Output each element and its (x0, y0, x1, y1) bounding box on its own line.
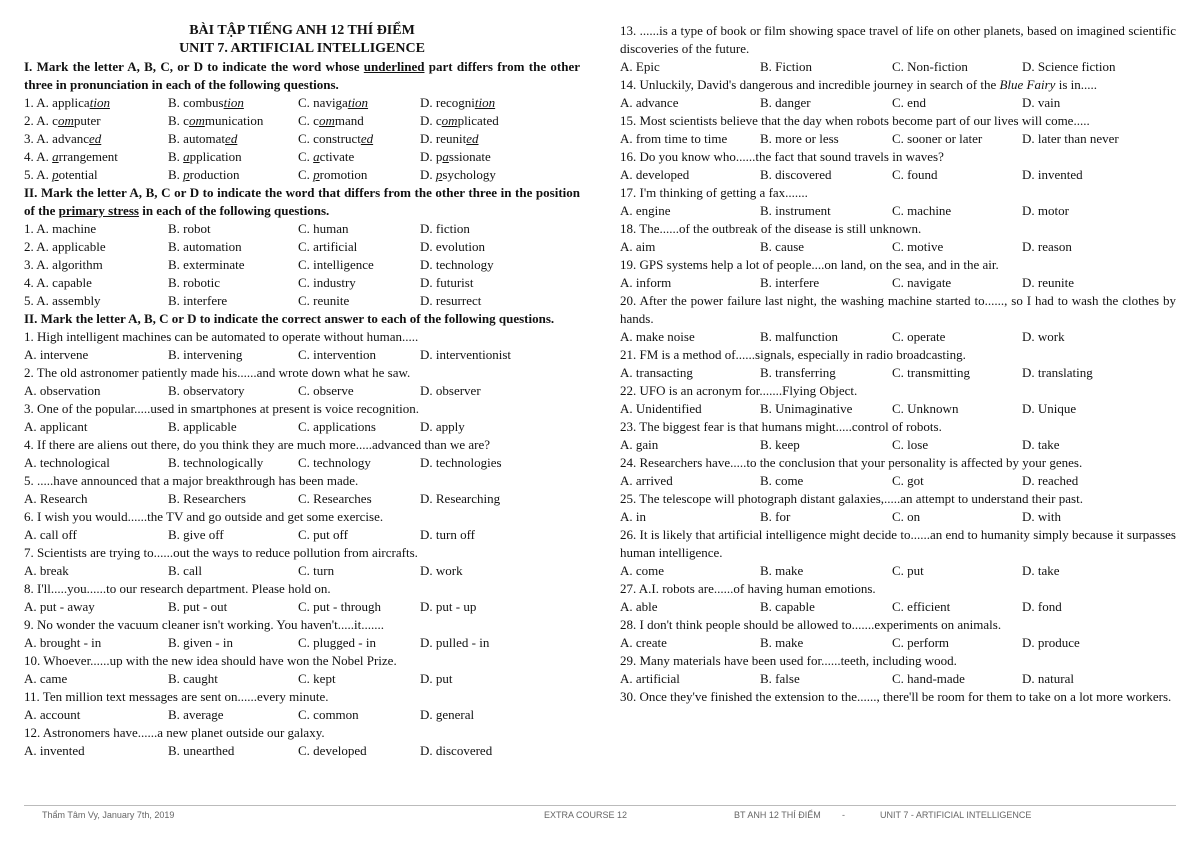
pronunciation-row (24, 148, 580, 166)
question-text: 28. I don't think people should be allowed to.......experiments on animals. (620, 617, 1002, 632)
stress-row (24, 292, 580, 310)
question-text: 1. High intelligent machines can be automated to operate without human..... (24, 329, 419, 344)
option: B. observatory (168, 383, 245, 398)
option: D. with (1022, 509, 1061, 524)
section-1-heading (24, 58, 580, 94)
footer-unit: UNIT 7 - ARTIFICIAL INTELLIGENCE (880, 810, 1032, 820)
option: C. Non-fiction (892, 59, 968, 74)
question-text: 11. Ten million text messages are sent on......every minute. (24, 689, 329, 704)
option: A. gain (620, 437, 659, 452)
section-2-text-end: in each of the following questions. (138, 203, 330, 218)
option: A. aim (620, 239, 656, 254)
answer-options (24, 634, 580, 652)
option: B. for (760, 509, 791, 524)
option: A. brought - in (24, 635, 102, 650)
pronunciation-row (24, 166, 580, 184)
answer-options (24, 598, 580, 616)
option: A. in (620, 509, 646, 524)
questions-left (24, 328, 580, 760)
question-text: 27. A.I. robots are......of having human emotions. (620, 581, 876, 596)
underlined-part: ed (466, 131, 479, 146)
underlined-part: a (442, 149, 449, 164)
option: D. evolution (420, 239, 485, 254)
answer-options (620, 166, 1176, 184)
option: D. reunited (420, 131, 479, 146)
question-text: 26. It is likely that artificial intelligence might decide to......an end to humanity simply because it surpasses human intelligence. (620, 527, 1176, 560)
answer-options (620, 508, 1176, 526)
question-text: 29. Many materials have been used for......teeth, including wood. (620, 653, 957, 668)
answer-options (620, 238, 1176, 256)
option: A. applicant (24, 419, 88, 434)
option: D. passionate (420, 149, 491, 164)
option: 3. A. advanced (24, 131, 102, 146)
option: C. turn (298, 563, 335, 578)
option: B. exterminate (168, 257, 245, 272)
option: C. reunite (298, 293, 350, 308)
question-text: 17. I'm thinking of getting a fax....... (620, 185, 808, 200)
option: A. make noise (620, 329, 695, 344)
question-text: 30. Once they've finished the extension to the......, there'll be room for them to take on a lot more workers. (620, 689, 1172, 704)
option: B. put - out (168, 599, 228, 614)
option: C. promotion (298, 167, 368, 182)
section-2-underlined: primary stress (58, 203, 139, 218)
option: A. intervene (24, 347, 89, 362)
question-text: 3. One of the popular.....used in smartphones at present is voice recognition. (24, 401, 419, 416)
answer-options (620, 562, 1176, 580)
option: A. Research (24, 491, 88, 506)
question-text: 8. I'll.....you......to our research department. Please hold on. (24, 581, 331, 596)
option: C. found (892, 167, 938, 182)
option: C. activate (298, 149, 355, 164)
option: A. able (620, 599, 658, 614)
option: C. artificial (298, 239, 358, 254)
option: B. Fiction (760, 59, 813, 74)
option: D. Science fiction (1022, 59, 1116, 74)
option: A. artificial (620, 671, 680, 686)
option: D. translating (1022, 365, 1093, 380)
option: C. technology (298, 455, 371, 470)
answer-options (620, 400, 1176, 418)
question-text: 19. GPS systems help a lot of people....on land, on the sea, and in the air. (620, 257, 999, 272)
option: A. invented (24, 743, 85, 758)
underlined-part: om (441, 113, 458, 128)
option: B. combustion (168, 95, 244, 110)
option: D. later than never (1022, 131, 1119, 146)
option: D. produce (1022, 635, 1080, 650)
option: C. navigation (298, 95, 369, 110)
option: C. developed (298, 743, 367, 758)
underlined-part: p (52, 167, 59, 182)
question-text: 14. Unluckily, David's dangerous and incredible journey in search of the Blue Fairy is in..... (620, 77, 1097, 92)
option: B. interfere (168, 293, 228, 308)
section-2-text: II. Mark the letter A, B, C or D to indicate the word that differs from the other three in the position of the (24, 185, 580, 218)
underlined-part: ed (88, 131, 102, 146)
stress-row (24, 238, 580, 256)
option: C. common (298, 707, 359, 722)
option: B. come (760, 473, 804, 488)
answer-options (620, 58, 1176, 76)
answer-options (620, 598, 1176, 616)
option: C. put - through (298, 599, 382, 614)
option: D. invented (1022, 167, 1083, 182)
option: A. engine (620, 203, 671, 218)
answer-options (620, 670, 1176, 688)
option: D. take (1022, 437, 1060, 452)
page-footer (24, 805, 1176, 828)
option: B. false (760, 671, 800, 686)
option: C. Researches (298, 491, 372, 506)
answer-options (620, 274, 1176, 292)
questions-right (620, 22, 1176, 706)
option: A. transacting (620, 365, 693, 380)
footer-doc: BT ANH 12 THÍ ĐIỂM (734, 810, 821, 820)
option: D. apply (420, 419, 465, 434)
question-text: 20. After the power failure last night, the washing machine started to......, so I had to wash the clothes by hands. (620, 293, 1176, 326)
option: D. technology (420, 257, 494, 272)
option: C. human (298, 221, 349, 236)
option: B. malfunction (760, 329, 838, 344)
option: B. instrument (760, 203, 831, 218)
question-text: 12. Astronomers have......a new planet outside our galaxy. (24, 725, 325, 740)
option: C. got (892, 473, 924, 488)
option: B. applicable (168, 419, 237, 434)
option: D. fiction (420, 221, 470, 236)
option: A. technological (24, 455, 110, 470)
answer-options (24, 526, 580, 544)
underlined-part: ed (225, 131, 238, 146)
underlined-part: a (183, 149, 190, 164)
answer-options (620, 364, 1176, 382)
footer-author: Thẩm Tâm Vy, January 7th, 2019 (42, 810, 175, 820)
option: D. motor (1022, 203, 1069, 218)
option: C. efficient (892, 599, 951, 614)
answer-options (24, 382, 580, 400)
option: A. inform (620, 275, 672, 290)
pronunciation-questions (24, 94, 580, 184)
answer-options (24, 346, 580, 364)
question-text: 15. Most scientists believe that the day when robots become part of our lives will come..... (620, 113, 1090, 128)
pronunciation-row (24, 112, 580, 130)
option: B. danger (760, 95, 811, 110)
option: D. technologies (420, 455, 502, 470)
pronunciation-row (24, 130, 580, 148)
option: A. arrived (620, 473, 673, 488)
question-text: 5. .....have announced that a major breakthrough has been made. (24, 473, 359, 488)
option: B. give off (168, 527, 224, 542)
option: C. sooner or later (892, 131, 983, 146)
underlined-part: tion (347, 95, 369, 110)
option: D. work (420, 563, 463, 578)
option: D. turn off (420, 527, 476, 542)
question-text: 18. The......of the outbreak of the disease is still unknown. (620, 221, 922, 236)
question-text: 23. The biggest fear is that humans might.....control of robots. (620, 419, 942, 434)
option: C. hand-made (892, 671, 965, 686)
answer-options (620, 472, 1176, 490)
option: A. from time to time (620, 131, 728, 146)
option: A. came (24, 671, 68, 686)
option: D. recognition (420, 95, 496, 110)
answer-options (620, 94, 1176, 112)
question-text: 2. The old astronomer patiently made his......and wrote down what he saw. (24, 365, 411, 380)
answer-options (620, 436, 1176, 454)
underlined-part: om (57, 113, 74, 128)
option: D. complicated (420, 113, 499, 128)
stress-row (24, 256, 580, 274)
option: B. interfere (760, 275, 820, 290)
option: C. intervention (298, 347, 376, 362)
option: B. Researchers (168, 491, 246, 506)
option: B. automated (168, 131, 238, 146)
option: D. reached (1022, 473, 1079, 488)
question-text: 9. No wonder the vacuum cleaner isn't working. You haven't.....it....... (24, 617, 384, 632)
option: A. Unidentified (620, 401, 702, 416)
option: B. given - in (168, 635, 233, 650)
option: D. general (420, 707, 475, 722)
option: A. come (620, 563, 665, 578)
underlined-part: ed (360, 131, 374, 146)
option: C. put (892, 563, 924, 578)
section-2-heading (24, 184, 580, 220)
question-text: 4. If there are aliens out there, do you think they are much more.....advanced than we are? (24, 437, 491, 452)
option: B. application (168, 149, 242, 164)
option: B. capable (760, 599, 815, 614)
option: B. transferring (760, 365, 836, 380)
section-1-text: I. Mark the letter A, B, C, or D to indicate the word whose (24, 59, 364, 74)
answer-options (24, 454, 580, 472)
underlined-part: a (313, 149, 320, 164)
underlined-part: tion (474, 95, 496, 110)
option: C. lose (892, 437, 929, 452)
footer-course: EXTRA COURSE 12 (544, 810, 628, 820)
stress-row (24, 220, 580, 238)
option: D. Researching (420, 491, 501, 506)
option: C. intelligence (298, 257, 374, 272)
option: A. advance (620, 95, 679, 110)
option: B. discovered (760, 167, 832, 182)
question-text: 13. ......is a type of book or film showing space travel of life on other planets, based on imagined scientific discoveries of the future. (620, 23, 1176, 56)
option: B. keep (760, 437, 800, 452)
answer-options (24, 562, 580, 580)
option: 4. A. capable (24, 275, 92, 290)
option: B. intervening (168, 347, 243, 362)
underlined-part: tion (89, 95, 110, 110)
option: C. plugged - in (298, 635, 376, 650)
right-column (620, 22, 1176, 706)
option: C. applications (298, 419, 376, 434)
option: D. take (1022, 563, 1060, 578)
option: B. technologically (168, 455, 264, 470)
underlined-part: p (313, 167, 320, 182)
option: B. caught (168, 671, 218, 686)
option: D. vain (1022, 95, 1061, 110)
option: B. cause (760, 239, 805, 254)
underlined-part: om (318, 113, 335, 128)
answer-options (620, 130, 1176, 148)
option: 2. A. applicable (24, 239, 106, 254)
option: B. Unimaginative (760, 401, 853, 416)
option: D. resurrect (420, 293, 482, 308)
section-1-text-end: part differs from the other three in pronunciation in each of the following questions. (24, 59, 580, 92)
option: B. unearthed (168, 743, 235, 758)
option: B. call (168, 563, 202, 578)
option: 2. A. computer (24, 113, 101, 128)
option: B. make (760, 635, 804, 650)
option: B. robot (168, 221, 211, 236)
question-text: 22. UFO is an acronym for.......Flying Object. (620, 383, 858, 398)
stress-row (24, 274, 580, 292)
option: D. put - up (420, 599, 477, 614)
stress-questions (24, 220, 580, 310)
option: A. call off (24, 527, 77, 542)
option: D. pulled - in (420, 635, 490, 650)
answer-options (24, 706, 580, 724)
section-3-heading: II. Mark the letter A, B, C or D to indicate the correct answer to each of the following questions. (24, 311, 555, 326)
option: D. put (420, 671, 453, 686)
option: 5. A. assembly (24, 293, 101, 308)
option: C. on (892, 509, 921, 524)
option: A. put - away (24, 599, 95, 614)
option: D. work (1022, 329, 1065, 344)
question-text: 7. Scientists are trying to......out the ways to reduce pollution from aircrafts. (24, 545, 418, 560)
question-text: 6. I wish you would......the TV and go outside and get some exercise. (24, 509, 384, 524)
option: D. reunite (1022, 275, 1074, 290)
option: 1. A. application (24, 95, 110, 110)
option: C. Unknown (892, 401, 959, 416)
question-text: 24. Researchers have.....to the conclusion that your personality is affected by your genes. (620, 455, 1083, 470)
option: B. average (168, 707, 224, 722)
option: B. make (760, 563, 804, 578)
option: D. interventionist (420, 347, 511, 362)
option: A. developed (620, 167, 690, 182)
option: C. navigate (892, 275, 952, 290)
option: 1. A. machine (24, 221, 97, 236)
option: D. reason (1022, 239, 1072, 254)
option: D. Unique (1022, 401, 1077, 416)
option: D. psychology (420, 167, 496, 182)
underlined-part: p (435, 167, 443, 182)
footer-separator: - (842, 810, 845, 820)
answer-options (24, 670, 580, 688)
option: B. robotic (168, 275, 220, 290)
option: B. communication (168, 113, 264, 128)
option: D. futurist (420, 275, 474, 290)
underlined-part: p (183, 167, 190, 182)
question-text: 10. Whoever......up with the new idea should have won the Nobel Prize. (24, 653, 397, 668)
option: A. create (620, 635, 667, 650)
pronunciation-row (24, 94, 580, 112)
option: C. put off (298, 527, 348, 542)
option: A. observation (24, 383, 101, 398)
section-1-underlined: underlined (363, 59, 425, 74)
underlined-part: om (188, 113, 205, 128)
option: B. production (168, 167, 240, 182)
option: 5. A. potential (24, 167, 98, 182)
option: C. industry (298, 275, 356, 290)
option: A. break (24, 563, 69, 578)
option: C. observe (298, 383, 354, 398)
option: C. constructed (298, 131, 374, 146)
question-text: 21. FM is a method of......signals, especially in radio broadcasting. (620, 347, 966, 362)
option: D. discovered (420, 743, 493, 758)
option: 3. A. algorithm (24, 257, 103, 272)
option: A. Epic (620, 59, 660, 74)
option: C. operate (892, 329, 946, 344)
underlined-part: tion (223, 95, 244, 110)
option: B. automation (168, 239, 242, 254)
question-text: 16. Do you know who......the fact that sound travels in waves? (620, 149, 944, 164)
answer-options (24, 418, 580, 436)
option: 4. A. arrangement (24, 149, 118, 164)
option: D. natural (1022, 671, 1074, 686)
option: D. observer (420, 383, 481, 398)
option: B. more or less (760, 131, 839, 146)
left-column (24, 22, 580, 760)
option: C. command (298, 113, 364, 128)
underlined-part: a (52, 149, 59, 164)
option: C. perform (892, 635, 950, 650)
answer-options (620, 634, 1176, 652)
option: C. transmitting (892, 365, 970, 380)
answer-options (24, 742, 580, 760)
unit-title: UNIT 7. ARTIFICIAL INTELLIGENCE (179, 41, 425, 56)
option: D. fond (1022, 599, 1062, 614)
option: C. machine (892, 203, 952, 218)
answer-options (620, 328, 1176, 346)
option: C. motive (892, 239, 944, 254)
question-text: 25. The telescope will photograph distant galaxies,.....an attempt to understand their past. (620, 491, 1083, 506)
answer-options (620, 202, 1176, 220)
option: A. account (24, 707, 81, 722)
document-title: BÀI TẬP TIẾNG ANH 12 THÍ ĐIỂM (189, 23, 415, 38)
option: C. end (892, 95, 926, 110)
answer-options (24, 490, 580, 508)
option: C. kept (298, 671, 336, 686)
